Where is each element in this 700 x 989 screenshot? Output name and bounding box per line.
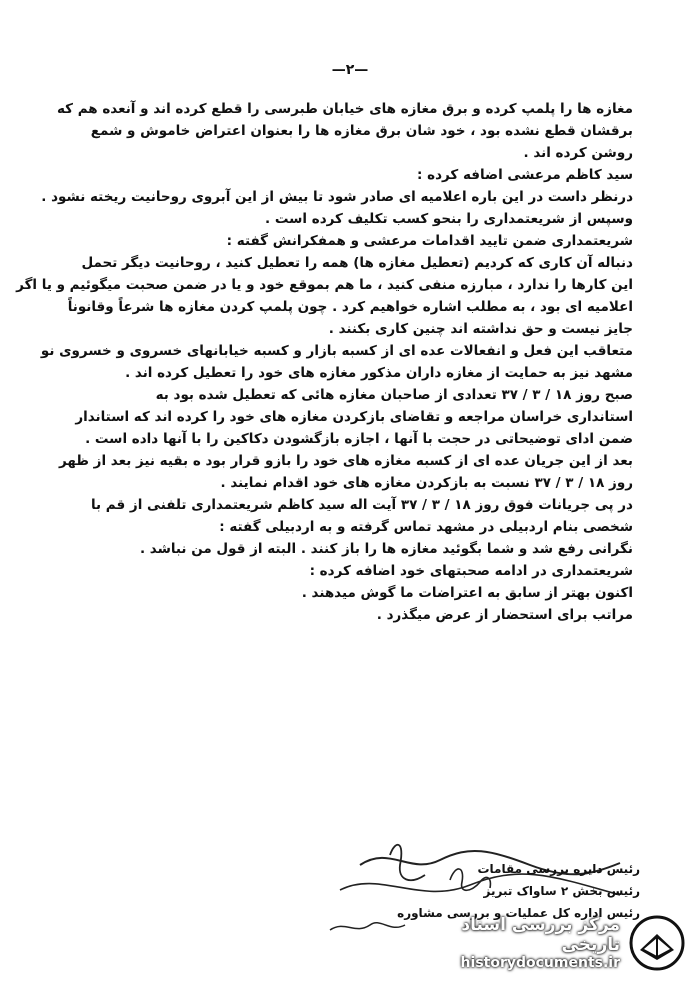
book-emblem-icon (628, 914, 686, 972)
text-line: صبح روز ۱۸ / ۳ / ۳۷ تعدادی از صاحبان مغازه هائی که تعطیل شده بود به (155, 387, 633, 403)
text-line: اعلامیه ای بود ، به مطلب اشاره خواهیم کرد . چون پلمپ کردن مغازه ها شرعاً وقانوناً (67, 299, 633, 315)
document-body (16, 98, 633, 626)
text-line: برقشان قطع نشده بود ، خود شان برق مغازه ها را بعنوان اعتراض خاموش و شمع (90, 123, 633, 139)
watermark-url: historydocuments.ir (460, 955, 620, 971)
text-line: در پی جریانات فوق روز ۱۸ / ۳ / ۳۷ آیت اله سید کاظم شریعتمداری تلفنی از قم با (90, 497, 633, 513)
signature-line: رئیس اداره کل عملیات و بررسی مشاوره (397, 906, 640, 920)
text-line: روشن کرده اند . (523, 145, 633, 161)
text-line: شخصی بنام اردبیلی در مشهد تماس گرفته و به اردبیلی گفته : (219, 519, 633, 535)
text-line: مغازه ها را پلمپ کرده و برق مغازه های خیابان طبرسی را قطع کرده اند و آنعده هم که (56, 101, 633, 117)
text-line: ضمن ادای توضیحاتی در حجت با آنها ، اجازه بازگشودن دکاکین را با آنها داده است . (85, 431, 633, 447)
watermark-title: مرکز بررسی اسناد تاریخی (461, 915, 620, 955)
text-line: مراتب برای استحضار از عرض میگذرد . (376, 607, 633, 623)
text-line: سید کاظم مرعشی اضافه کرده : (417, 167, 633, 183)
text-line: اکنون بهتر از سابق به اعتراضات ما گوش میدهند . (301, 585, 633, 601)
text-line: دنباله آن کاری که کردیم (تعطیل مغازه ها) همه را تعطیل کنید ، روحانیت دیگر تحمل (81, 255, 633, 271)
archive-watermark (416, 907, 686, 979)
text-line: جایز نیست و حق نداشته اند چنین کاری بکنند . (328, 321, 633, 337)
page-number: —۲— (331, 62, 369, 78)
signature-line: رئیس دایره بررسی مقامات (477, 862, 640, 876)
text-line: نگرانی رفع شد و شما بگوئید مغازه ها را باز کنند . البته از قول من نباشد . (139, 541, 633, 557)
text-line: بعد از این جریان عده ای از کسبه مغازه های خود را بازو قرار بود ه بقیه نیز بعد از ظهر (58, 453, 633, 469)
text-line: شریعتمداری ضمن تایید اقدامات مرعشی و همفکرانش گفته : (226, 233, 633, 249)
text-line: استانداری خراسان مراجعه و تقاضای بازکردن مغازه های خود را کرده اند که استاندار (75, 409, 633, 425)
text-line: این کارها را ندارد ، مبارزه منفی کنید ، ما هم بموقع خود و یا در ضمن صحبت میگوئیم و یا اگر (16, 277, 633, 293)
text-line: وسپس از شریعتمداری را بنحو کسب تکلیف کرده است . (265, 211, 633, 227)
text-line: شریعتمداری در ادامه صحبتهای خود اضافه کرده : (309, 563, 633, 579)
text-line: روز ۱۸ / ۳ / ۳۷ نسبت به بازکردن مغازه های خود اقدام نمایند . (220, 475, 633, 491)
text-line: متعاقب این فعل و انفعالات عده ای از کسبه بازار و کسبه خیابانهای خسروی و خسروی نو (40, 343, 633, 359)
text-line: درنظر داست در این باره اعلامیه ای صادر شود تا بیش از این آبروی روحانیت ریخته نشود . (41, 189, 633, 205)
signature-line: رئیس بخش ۲ ساواک تبریز (483, 884, 640, 898)
watermark-text (416, 915, 620, 971)
text-line: مشهد نیز به حمایت از مغازه داران مذکور مغازه های خود را تعطیل کرده اند . (125, 365, 633, 381)
